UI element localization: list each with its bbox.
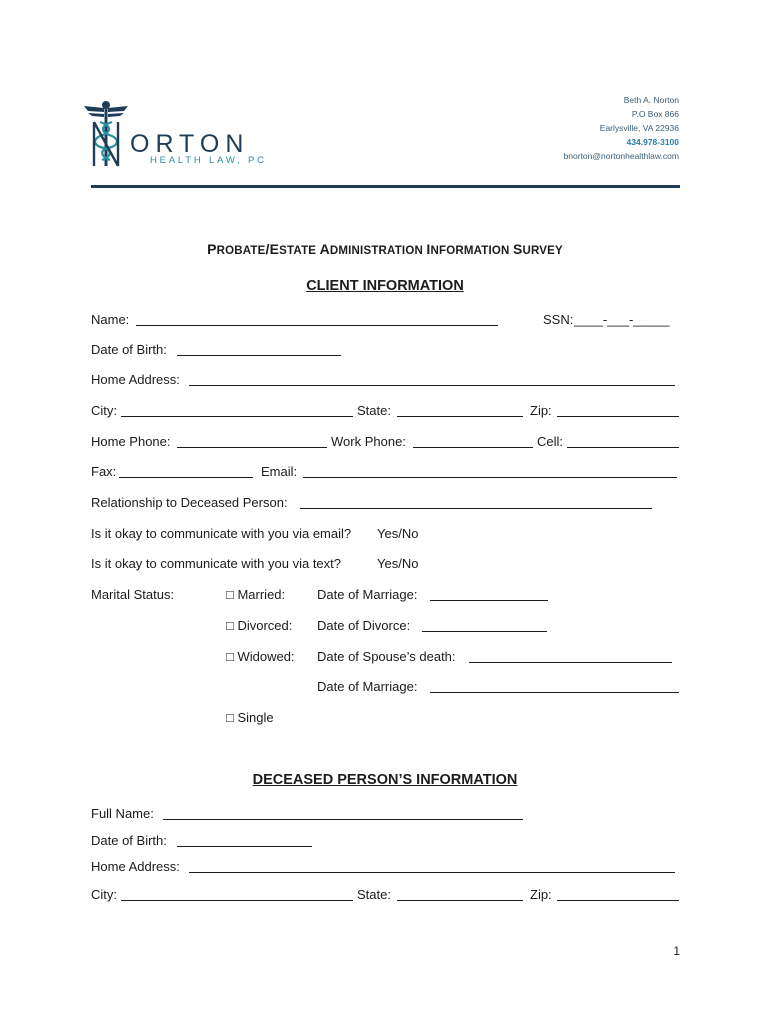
deceased-zip-label: Zip: <box>530 887 552 902</box>
email-question: Is it okay to communicate with you via email? <box>91 526 352 541</box>
address-label: Home Address: <box>91 372 180 387</box>
client-phone-row <box>91 434 681 452</box>
logo-tagline: HEALTH LAW, PC <box>150 155 267 166</box>
contact-box: P.O Box 866 <box>631 109 679 119</box>
marital-single-row <box>91 710 681 728</box>
norton-logo <box>82 100 272 170</box>
married-checkbox[interactable]: □ Married: <box>226 587 286 602</box>
spouse-death-label: Date of Spouse’s death: <box>317 649 456 664</box>
name-label: Name: <box>91 312 130 327</box>
email-answer[interactable]: Yes/No <box>377 526 419 541</box>
deceased-city-row <box>91 887 681 905</box>
deceased-name-label: Full Name: <box>91 806 154 821</box>
deceased-zip-field[interactable] <box>557 887 679 901</box>
single-checkbox[interactable]: □ Single <box>226 710 274 725</box>
ssn-field[interactable]: ____-___-_____ <box>574 312 670 327</box>
deceased-dob-label: Date of Birth: <box>91 833 167 848</box>
work-phone-field[interactable] <box>413 434 533 448</box>
city-label: City: <box>91 403 117 418</box>
header-divider <box>91 185 680 188</box>
divorce-date-label: Date of Divorce: <box>317 618 411 633</box>
widowed-checkbox[interactable]: □ Widowed: <box>226 649 295 664</box>
contact-city: Earlysville, VA 22936 <box>599 123 679 133</box>
deceased-state-field[interactable] <box>397 887 523 901</box>
state-label: State: <box>357 403 391 418</box>
document-title: PROBATE/ESTATE ADMINISTRATION INFORMATION SURVEY <box>207 241 563 257</box>
home-phone-field[interactable] <box>177 434 327 448</box>
ssn-label: SSN: <box>543 312 574 327</box>
client-city-row <box>91 403 681 421</box>
email-question-row <box>91 526 681 544</box>
address-field[interactable] <box>189 372 675 386</box>
email-label: Email: <box>261 464 298 479</box>
client-section-heading: CLIENT INFORMATION <box>306 278 464 294</box>
client-dob-row <box>91 342 681 360</box>
name-field[interactable] <box>136 312 498 326</box>
divorced-checkbox[interactable]: □ Divorced: <box>226 618 293 633</box>
deceased-address-field[interactable] <box>189 859 675 873</box>
client-name-row <box>91 312 681 330</box>
work-phone-label: Work Phone: <box>331 434 406 449</box>
contact-email[interactable]: bnorton@nortonhealthlaw.com <box>563 151 679 161</box>
home-phone-label: Home Phone: <box>91 434 171 449</box>
relationship-field[interactable] <box>300 495 652 509</box>
marital-divorced-row <box>91 618 681 636</box>
deceased-city-field[interactable] <box>121 887 353 901</box>
deceased-address-label: Home Address: <box>91 859 180 874</box>
zip-field[interactable] <box>557 403 679 417</box>
zip-label: Zip: <box>530 403 552 418</box>
dob-label: Date of Birth: <box>91 342 167 357</box>
deceased-dob-field[interactable] <box>177 833 312 847</box>
cell-field[interactable] <box>567 434 679 448</box>
caduceus-icon <box>82 100 130 168</box>
contact-name: Beth A. Norton <box>623 95 679 105</box>
deceased-name-field[interactable] <box>163 806 523 820</box>
logo-wordmark: ORTON <box>130 130 250 158</box>
deceased-name-row <box>91 806 681 824</box>
page-number: 1 <box>673 944 680 958</box>
widowed-marriage-row <box>91 679 681 697</box>
contact-phone: 434.978-3100 <box>626 137 679 147</box>
email-field[interactable] <box>303 464 677 478</box>
text-question: Is it okay to communicate with you via text? <box>91 556 341 571</box>
deceased-address-row <box>91 859 681 877</box>
cell-label: Cell: <box>537 434 564 449</box>
marriage-date-label: Date of Marriage: <box>317 587 418 602</box>
text-question-row <box>91 556 681 574</box>
city-field[interactable] <box>121 403 353 417</box>
marital-widowed-row <box>91 649 681 667</box>
widowed-marriage-date-field[interactable] <box>430 679 679 693</box>
relationship-label: Relationship to Deceased Person: <box>91 495 288 510</box>
contact-block <box>564 93 679 163</box>
client-fax-row <box>91 464 681 482</box>
divorce-date-field[interactable] <box>422 618 547 632</box>
relationship-row <box>91 495 681 513</box>
deceased-dob-row <box>91 833 681 851</box>
deceased-state-label: State: <box>357 887 391 902</box>
fax-field[interactable] <box>119 464 253 478</box>
deceased-section-heading: DECEASED PERSON’S INFORMATION <box>252 772 518 788</box>
text-answer[interactable]: Yes/No <box>377 556 419 571</box>
client-address-row <box>91 372 681 390</box>
fax-label: Fax: <box>91 464 117 479</box>
widowed-marriage-date-label: Date of Marriage: <box>317 679 418 694</box>
deceased-city-label: City: <box>91 887 117 902</box>
state-field[interactable] <box>397 403 523 417</box>
spouse-death-field[interactable] <box>469 649 672 663</box>
dob-field[interactable] <box>177 342 341 356</box>
marriage-date-field[interactable] <box>430 587 548 601</box>
marital-status-label: Marital Status: <box>91 587 175 602</box>
marital-married-row <box>91 587 681 605</box>
